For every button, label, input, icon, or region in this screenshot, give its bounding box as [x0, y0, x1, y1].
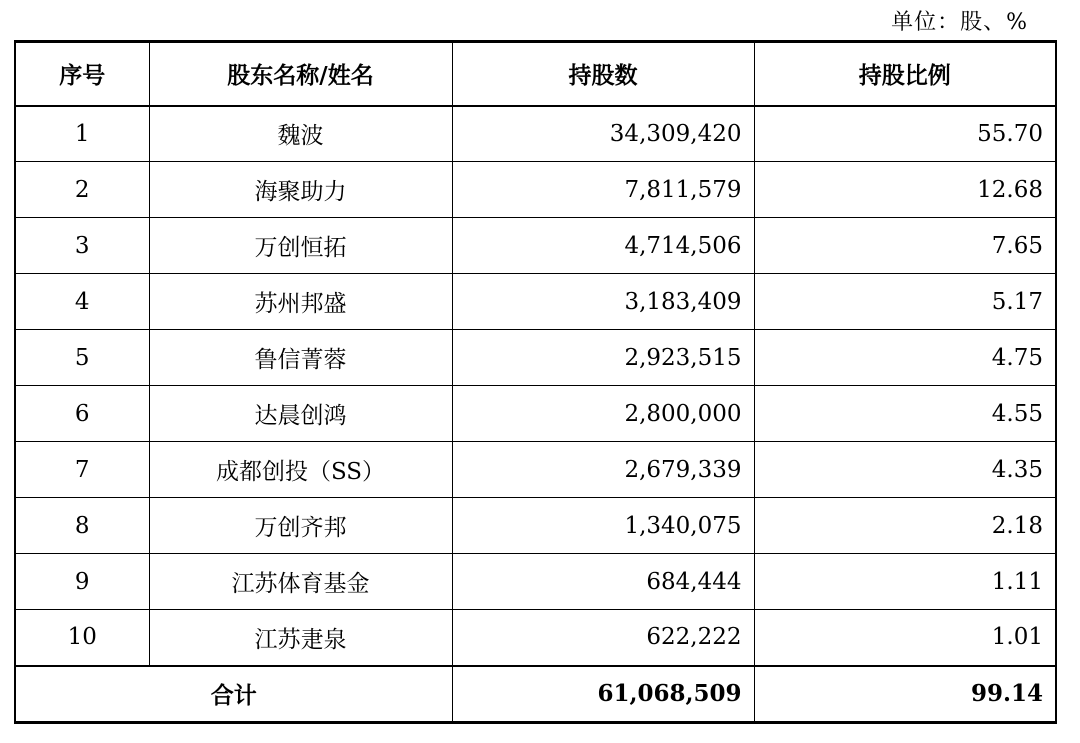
row-ratio: 7.65	[754, 218, 1056, 274]
row-name: 鲁信菁蓉	[149, 330, 452, 386]
total-row	[15, 666, 1056, 723]
row-name: 苏州邦盛	[149, 274, 452, 330]
total-label: 合计	[15, 666, 452, 723]
total-ratio: 99.14	[754, 666, 1056, 723]
row-ratio: 1.01	[754, 610, 1056, 666]
table-row	[15, 274, 1056, 330]
table-body	[15, 106, 1056, 666]
row-shares: 3,183,409	[452, 274, 754, 330]
row-name: 万创齐邦	[149, 498, 452, 554]
row-index: 4	[15, 274, 149, 330]
table-footer	[15, 666, 1056, 723]
row-index: 7	[15, 442, 149, 498]
row-index: 1	[15, 106, 149, 162]
header-shares: 持股数	[452, 42, 754, 106]
table-row	[15, 610, 1056, 666]
row-index: 6	[15, 386, 149, 442]
shareholder-table	[14, 40, 1057, 724]
row-shares: 34,309,420	[452, 106, 754, 162]
row-name: 成都创投（SS）	[149, 442, 452, 498]
row-shares: 1,340,075	[452, 498, 754, 554]
table-row	[15, 162, 1056, 218]
row-index: 8	[15, 498, 149, 554]
row-shares: 2,679,339	[452, 442, 754, 498]
row-shares: 7,811,579	[452, 162, 754, 218]
row-ratio: 1.11	[754, 554, 1056, 610]
row-shares: 622,222	[452, 610, 754, 666]
row-ratio: 4.55	[754, 386, 1056, 442]
row-ratio: 55.70	[754, 106, 1056, 162]
table-row	[15, 386, 1056, 442]
row-shares: 4,714,506	[452, 218, 754, 274]
row-name: 海聚助力	[149, 162, 452, 218]
total-shares: 61,068,509	[452, 666, 754, 723]
row-shares: 2,923,515	[452, 330, 754, 386]
row-name: 江苏疌泉	[149, 610, 452, 666]
row-index: 9	[15, 554, 149, 610]
row-ratio: 4.75	[754, 330, 1056, 386]
table-row	[15, 218, 1056, 274]
row-name: 江苏体育基金	[149, 554, 452, 610]
table-header	[15, 42, 1056, 106]
row-index: 10	[15, 610, 149, 666]
header-index: 序号	[15, 42, 149, 106]
row-name: 达晨创鸿	[149, 386, 452, 442]
table-row	[15, 106, 1056, 162]
table-row	[15, 554, 1056, 610]
row-shares: 2,800,000	[452, 386, 754, 442]
table-row	[15, 498, 1056, 554]
header-ratio: 持股比例	[754, 42, 1056, 106]
row-ratio: 4.35	[754, 442, 1056, 498]
row-shares: 684,444	[452, 554, 754, 610]
row-index: 5	[15, 330, 149, 386]
row-index: 2	[15, 162, 149, 218]
unit-label: 单位：股、%	[891, 10, 1028, 35]
table-row	[15, 330, 1056, 386]
row-name: 万创恒拓	[149, 218, 452, 274]
header-name: 股东名称/姓名	[149, 42, 452, 106]
row-ratio: 2.18	[754, 498, 1056, 554]
table-row	[15, 442, 1056, 498]
row-ratio: 12.68	[754, 162, 1056, 218]
header-row	[15, 42, 1056, 106]
row-ratio: 5.17	[754, 274, 1056, 330]
row-name: 魏波	[149, 106, 452, 162]
row-index: 3	[15, 218, 149, 274]
